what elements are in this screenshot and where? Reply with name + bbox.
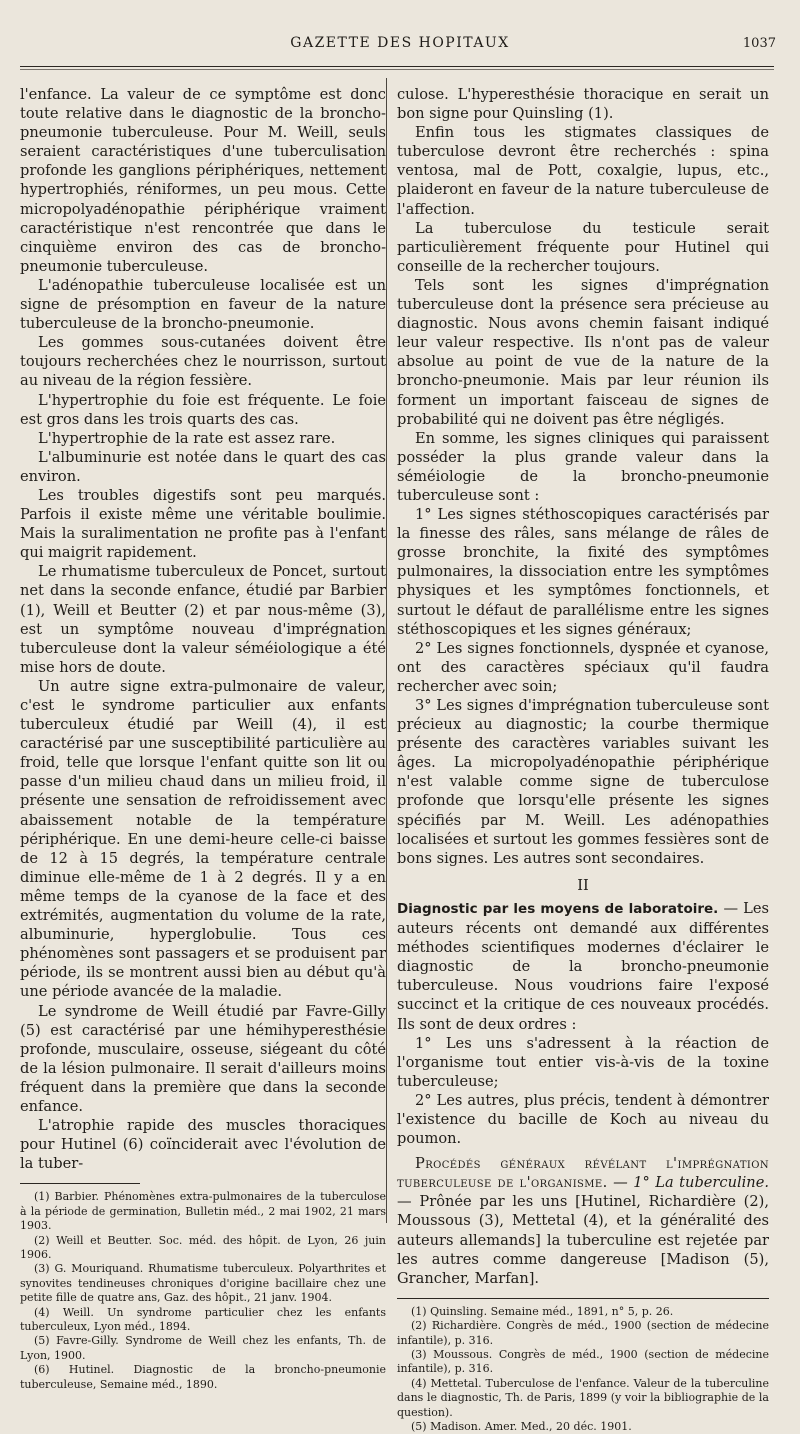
header-rule-secondary [20,69,774,70]
paragraph: culose. L'hyperesthésie thoracique en serait un bon signe pour Quinsling (1). [397,86,769,123]
paragraph: L'hypertrophie de la rate est assez rare. [38,429,336,447]
footnote: (3) Moussous. Congrès de méd., 1900 (section de médecine infantile), p. 316. [397,1348,769,1376]
footnote: (1) Quinsling. Semaine méd., 1891, n° 5, p. 26. [411,1304,674,1318]
paragraph: Enfin tous les stigmates classiques de tuberculose devront être recherchés : spina ventosa, mal de Pott, coxalgie, lupus, etc., plaideront en faveur de la nature tuberculeuse de l'affection. [397,124,769,218]
section-paragraph [397,899,769,1034]
paragraph: 2° Les signes fonctionnels, dyspnée et cyanose, ont des caractères spéciaux qu'il faudra rechercher avec soin; [397,639,769,695]
paragraph: 1° Les uns s'adressent à la réaction de l'organisme tout entier vis-à-vis de la toxine tuberculeuse; [397,1034,769,1090]
paragraph: La tuberculose du testicule serait particulièrement fréquente pour Hutinel qui conseille de la rechercher toujours. [397,219,769,275]
paragraph: L'albuminurie est notée dans le quart des cas environ. [20,448,386,485]
footnote: (2) Weill et Beutter. Soc. méd. des hôpit. de Lyon, 26 juin 1906. [20,1233,386,1261]
left-column [20,85,386,1392]
page-number: 1037 [742,36,776,51]
paragraph: Le rhumatisme tuberculeux de Poncet, surtout net dans la seconde enfance, étudié par Barbier (1), Weill et Beutter (2) et par nous-même (3), est un symptôme nouveau d'imprégnation tuberculeuse dont la valeur séméiologique a été mise hors de doute. [20,563,386,676]
paragraph: Le syndrome de Weill étudié par Favre-Gilly (5) est caractérisé par une hémihyperesthésie profonde, musculaire, osseuse, siégeant du côté de la lésion pulmonaire. Il serait d'ailleurs moins fréquent dans la première que dans la seconde enfance. [20,1002,386,1115]
paragraph: Les gommes sous-cutanées doivent être toujours recherchées chez le nourrisson, surtout au niveau de la région fessière. [20,334,386,390]
paragraph: L'adénopathie tuberculeuse localisée est un signe de présomption en faveur de la nature tuberculeuse de la broncho-pneumonie. [20,276,386,333]
paragraph: L'atrophie rapide des muscles thoraciques pour Hutinel (6) coïnciderait avec l'évolution de la tuber- [20,1117,386,1173]
subsection-subheading: — 1° La tuberculine. [607,1174,769,1192]
footnote: (5) Madison. Amer. Med., 20 déc. 1901. [411,1420,632,1434]
column-divider [386,78,387,1223]
paragraph: l'enfance. La valeur de ce symptôme est donc toute relative dans le diagnostic de la broncho-pneumonie tuberculeuse. Pour M. Weill, seuls seraient caractéristiques d'une tuberculisation profonde les ganglions périphériques, nettement hypertrophiés, réniformes, un peu mous. Cette micropolyadénopathie périphérique vraiment caractéristique n'est rencontrée que dans le cinquième environ des cas de broncho-pneumonie tuberculeuse. [20,86,386,275]
subsection-text: — Prônée par les uns [Hutinel, Richardière (2), Moussous (3), Mettetal (4), et la généralité des auteurs allemands] la tuberculine est rejetée par les autres comme dangereuse [Madison (5), Grancher, Marfan]. [397,1193,769,1287]
section-number: II [577,876,589,894]
footnote: (5) Favre-Gilly. Syndrome de Weill chez les enfants, Th. de Lyon, 1900. [20,1334,386,1362]
footnote: (4) Weill. Un syndrome particulier chez les enfants tuberculeux, Lyon méd., 1894. [20,1305,386,1333]
paragraph: Tels sont les signes d'imprégnation tuberculeuse dont la présence sera précieuse au diagnostic. Nous avons chemin faisant indiqué leur valeur respective. Ils n'ont pas de valeur absolue au point de vue de la nature de la broncho-pneumonie. Mais par leur réunion ils forment un important faisceau de signes de probabilité qui ne doivent pas être négligés. [397,276,769,428]
right-column [397,85,769,1434]
footnote: (6) Hutinel. Diagnostic de la broncho-pneumonie tuberculeuse, Semaine méd., 1890. [20,1363,386,1391]
header-rule [20,66,774,67]
paragraph: Les troubles digestifs sont peu marqués. Parfois il existe même une véritable boulimie. Mais la suralimentation ne profite pas à l'enfant qui maigrit rapidement. [20,486,386,562]
footnote: (4) Mettetal. Tuberculose de l'enfance. Valeur de la tuberculine dans le diagnostic, Th. de Paris, 1899 (y voir la bibliographie de la question). [397,1376,769,1419]
footnote-rule [20,1183,140,1184]
paragraph: 1° Les signes stéthoscopiques caractérisés par la finesse des râles, sans mélange de râles de grosse bronchite, la fixité des symptômes pulmonaires, la dissociation entre les symptômes physiques et les symptômes fonctionnels, et surtout le défaut de parallélisme entre les signes stéthoscopiques et les signes généraux; [397,506,769,638]
footnote-rule [397,1298,769,1299]
footnote: (2) Richardière. Congrès de méd., 1900 (section de médecine infantile), p. 316. [397,1319,769,1347]
subsection-paragraph [397,1154,769,1288]
paragraph: En somme, les signes cliniques qui paraissent posséder la plus grande valeur dans la séméiologie de la broncho-pneumonie tuberculeuse sont : [397,429,769,504]
paragraph: 2° Les autres, plus précis, tendent à démontrer l'existence du bacille de Koch au niveau du poumon. [397,1091,769,1148]
footnote: (1) Barbier. Phénomènes extra-pulmonaires de la tuberculose à la période de germination, Bulletin méd., 2 mai 1902, 21 mars 1903. [20,1190,386,1233]
subsection-heading: Procédés généraux révélant l'imprégnation tuberculeuse de l'organisme. [397,1155,769,1192]
footnote: (3) G. Mouriquand. Rhumatisme tuberculeux. Polyarthrites et synovites tendineuses chroniques d'origine bacillaire chez une petite fille de quatre ans, Gaz. des hôpit., 21 janv. 1904. [20,1262,386,1305]
paragraph: Un autre signe extra-pulmonaire de valeur, c'est le syndrome particulier aux enfants tuberculeux étudié par Weill (4), il est caractérisé par une susceptibilité particulière au froid, telle que lorsque l'enfant quitte son lit ou passe d'un milieu chaud dans un milieu froid, il présente une sensation de refroidissement avec abaissement notable de la température périphérique. En une demi-heure celle-ci baisse de 12 à 15 degrés, la température centrale diminue elle-même de 1 à 2 degrés. Il y a en même temps de la cyanose de la face et des extrémités, augmentation du volume de la rate, albuminurie, hyperglobulie. Tous ces phénomènes sont passagers et se produisent par période, ils se montrent aussi bien au début qu'à une période avancée de la maladie. [20,677,386,1001]
journal-title: GAZETTE DES HOPITAUX [290,35,510,51]
section-heading: Diagnostic par les moyens de laboratoire. [397,900,719,917]
section-text: — Les auteurs récents ont demandé aux différentes méthodes scientifiques modernes d'éclairer le diagnostic de la broncho-pneumonie tuberculeuse. Nous voudrions faire l'exposé succinct et la critique de ces nouveaux procédés. Ils sont de deux ordres : [397,899,769,1033]
paragraph: L'hypertrophie du foie est fréquente. Le foie est gros dans les trois quarts des cas. [20,391,386,428]
page-header [0,32,800,56]
paragraph: 3° Les signes d'imprégnation tuberculeuse sont précieux au diagnostic; la courbe thermique présente des caractères variables suivant les âges. La micropolyadénopathie périphérique n'est valable comme signe de tuberculose profonde que lorsqu'elle présente les signes spécifiés par M. Weill. Les adénopathies localisées et surtout les gommes fessières sont de bons signes. Les autres sont secondaires. [397,697,769,867]
